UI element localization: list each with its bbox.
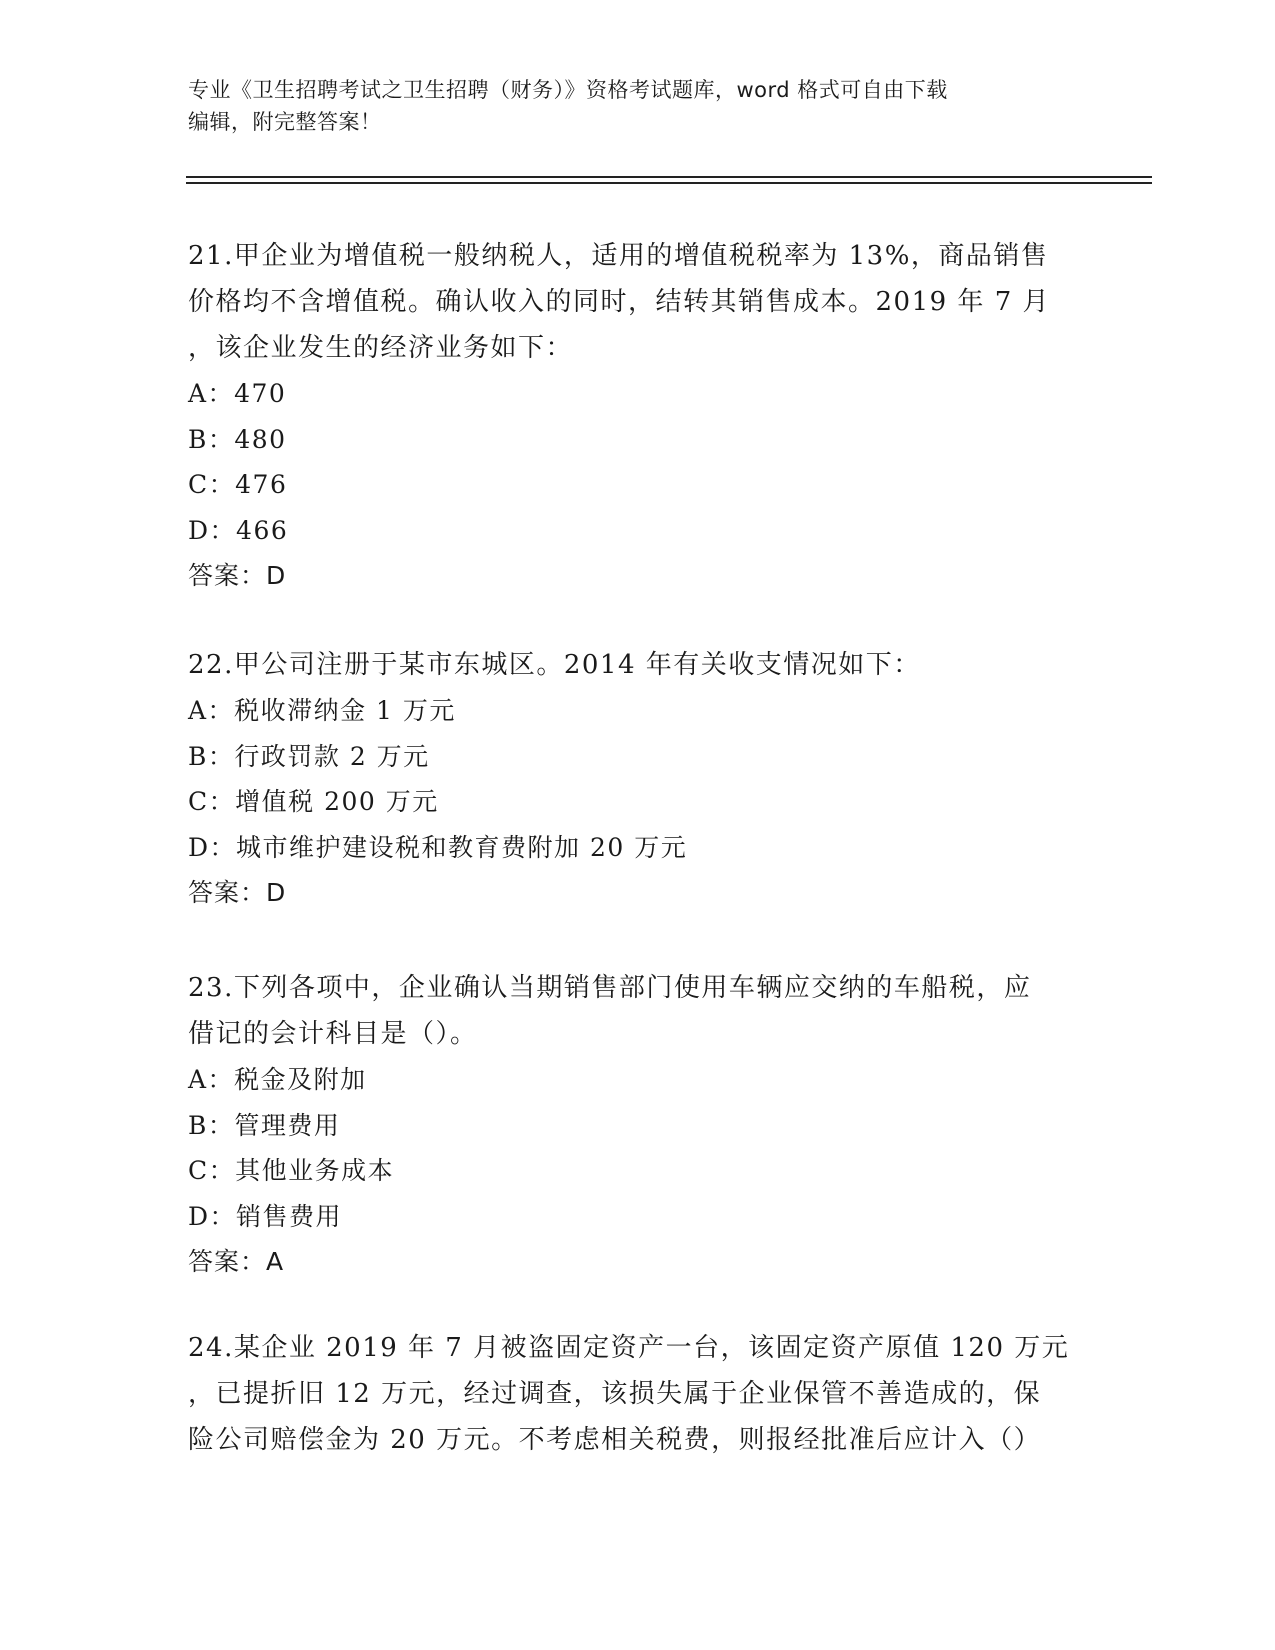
option-text: 销售费用 bbox=[236, 1201, 343, 1231]
stem-line: 价格均不含增值税。确认收入的同时，结转其销售成本。2019 年 7 月 bbox=[188, 287, 1051, 317]
stem-line: 23.下列各项中，企业确认当期销售部门使用车辆应交纳的车船税，应 bbox=[188, 973, 1032, 1003]
header-rule-top bbox=[186, 176, 1152, 178]
question-24 bbox=[188, 1325, 1088, 1463]
option-letter: A： bbox=[188, 696, 235, 725]
option-text: 行政罚款 2 万元 bbox=[234, 741, 430, 771]
question-stem bbox=[188, 642, 1088, 688]
stem-line: ，已提折旧 12 万元，经过调查，该损失属于企业保管不善造成的，保 bbox=[188, 1379, 1042, 1409]
header-line-1: 专业《卫生招聘考试之卫生招聘（财务）》资格考试题库，word 格式可自由下载 bbox=[188, 78, 948, 102]
option-letter: A： bbox=[188, 1065, 235, 1094]
answer-line: 答案：A bbox=[188, 1247, 285, 1276]
stem-line: 借记的会计科目是（）。 bbox=[188, 1019, 478, 1049]
option-letter: A： bbox=[188, 379, 235, 408]
option-list bbox=[188, 371, 1088, 553]
header-rule-bottom bbox=[186, 182, 1152, 184]
option-text: 税收滞纳金 1 万元 bbox=[234, 696, 456, 725]
option-list bbox=[188, 1057, 1088, 1239]
answer-line: 答案：D bbox=[188, 561, 287, 590]
option-d bbox=[188, 1194, 1088, 1240]
option-letter: D： bbox=[188, 1201, 237, 1231]
option-text: 城市维护建设税和教育费附加 20 万元 bbox=[236, 832, 688, 862]
question-stem bbox=[188, 233, 1088, 371]
option-text: 管理费用 bbox=[234, 1110, 341, 1140]
option-text: 476 bbox=[235, 470, 288, 499]
option-b bbox=[188, 734, 1088, 780]
option-text: 470 bbox=[234, 379, 287, 408]
question-21 bbox=[188, 233, 1088, 599]
document-header bbox=[188, 74, 1088, 138]
option-letter: D： bbox=[188, 515, 237, 545]
option-c bbox=[188, 1148, 1088, 1194]
header-line-2: 编辑，附完整答案！ bbox=[188, 110, 382, 134]
stem-line: 21.甲企业为增值税一般纳税人，适用的增值税税率为 13%，商品销售 bbox=[188, 241, 1049, 271]
answer-line: 答案：D bbox=[188, 878, 287, 907]
stem-line: 24.某企业 2019 年 7 月被盗固定资产一台，该固定资产原值 120 万元 bbox=[188, 1333, 1070, 1363]
option-b bbox=[188, 417, 1088, 463]
option-text: 466 bbox=[236, 515, 289, 545]
option-a bbox=[188, 688, 1088, 734]
option-text: 480 bbox=[234, 424, 287, 454]
question-stem bbox=[188, 1325, 1088, 1463]
option-a bbox=[188, 371, 1088, 417]
option-text: 其他业务成本 bbox=[235, 1156, 395, 1185]
option-letter: B： bbox=[188, 1110, 235, 1140]
stem-line: 22.甲公司注册于某市东城区。2014 年有关收支情况如下： bbox=[188, 650, 921, 680]
stem-line: ，该企业发生的经济业务如下： bbox=[188, 333, 574, 363]
option-letter: B： bbox=[188, 424, 235, 454]
stem-line: 险公司赔偿金为 20 万元。不考虑相关税费，则报经批准后应计入（） bbox=[188, 1425, 1042, 1455]
option-letter: D： bbox=[188, 832, 237, 862]
option-b bbox=[188, 1103, 1088, 1149]
question-22 bbox=[188, 642, 1088, 916]
option-text: 增值税 200 万元 bbox=[235, 787, 439, 816]
question-23 bbox=[188, 965, 1088, 1285]
option-c bbox=[188, 779, 1088, 825]
option-letter: C： bbox=[188, 1156, 236, 1185]
option-c bbox=[188, 462, 1088, 508]
option-d bbox=[188, 825, 1088, 871]
option-letter: B： bbox=[188, 741, 235, 771]
question-stem bbox=[188, 965, 1088, 1057]
option-list bbox=[188, 688, 1088, 870]
option-a bbox=[188, 1057, 1088, 1103]
option-text: 税金及附加 bbox=[234, 1065, 367, 1094]
option-d bbox=[188, 508, 1088, 554]
option-letter: C： bbox=[188, 787, 236, 816]
option-letter: C： bbox=[188, 470, 236, 499]
